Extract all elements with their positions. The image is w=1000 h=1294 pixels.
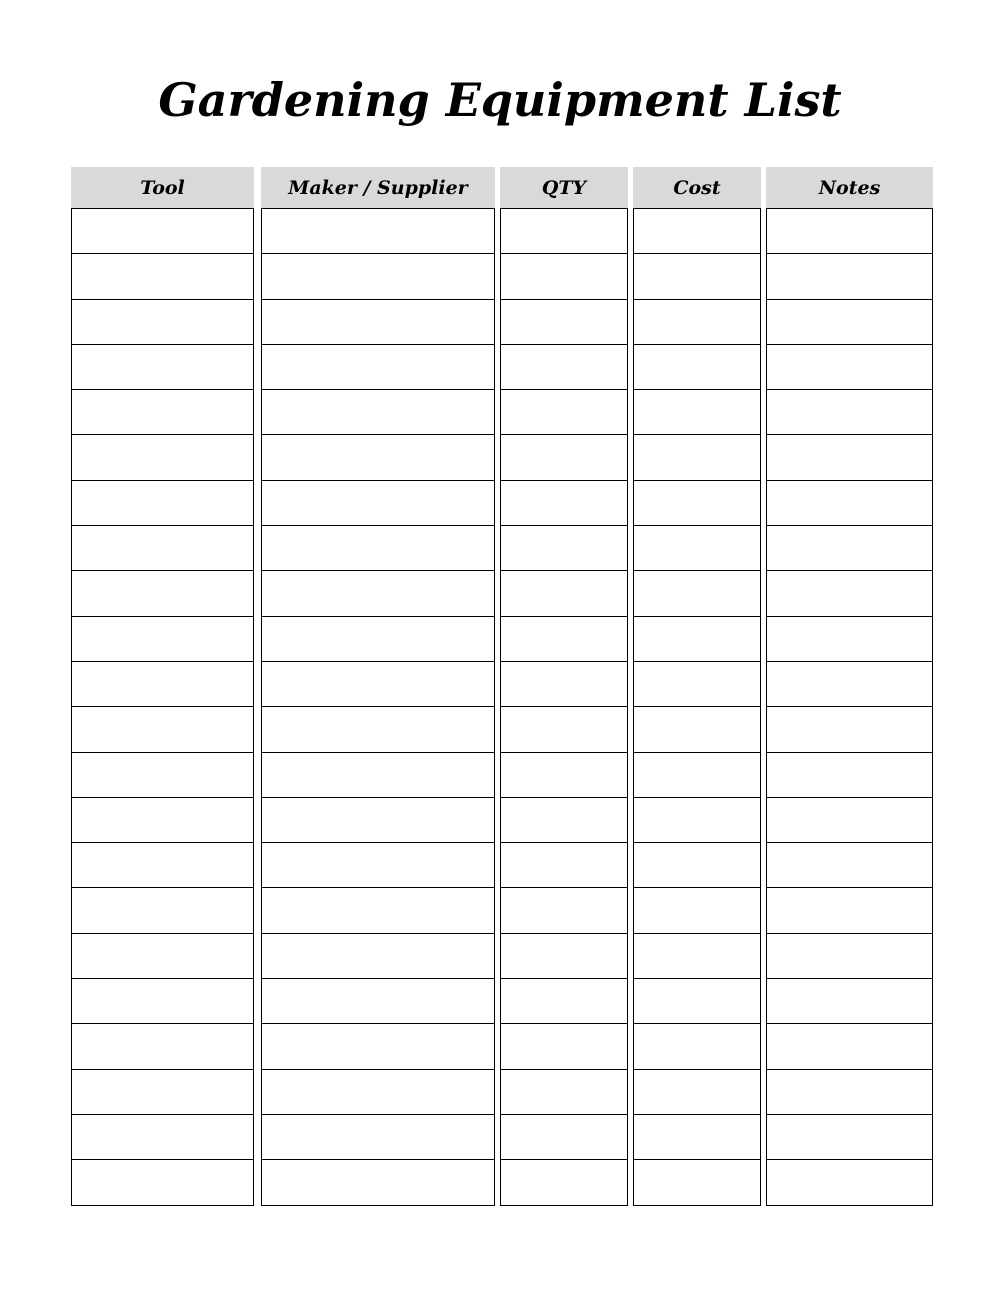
table-cell-cost — [634, 209, 760, 254]
table-cell-cost — [634, 345, 760, 390]
table-cell-notes — [767, 345, 932, 390]
table-cell-cost — [634, 526, 760, 571]
table-cell-cost — [634, 390, 760, 435]
table-cell-maker — [262, 707, 494, 752]
table-cell-tool — [72, 798, 253, 843]
table-cell-qty — [501, 435, 627, 480]
column-cells-maker-supplier — [261, 208, 495, 1206]
table-cell-maker — [262, 345, 494, 390]
table-cell-tool — [72, 888, 253, 933]
table-cell-notes — [767, 753, 932, 798]
table-cell-notes — [767, 843, 932, 888]
table-cell-cost — [634, 662, 760, 707]
table-cell-maker — [262, 617, 494, 662]
table-cell-cost — [634, 617, 760, 662]
column-maker-supplier — [261, 167, 495, 1206]
table-cell-maker — [262, 526, 494, 571]
table-cell-tool — [72, 1070, 253, 1115]
table-cell-qty — [501, 707, 627, 752]
table-cell-notes — [767, 481, 932, 526]
table-cell-tool — [72, 254, 253, 299]
table-cell-notes — [767, 435, 932, 480]
table-cell-tool — [72, 843, 253, 888]
table-cell-cost — [634, 707, 760, 752]
table-cell-maker — [262, 571, 494, 616]
table-cell-maker — [262, 662, 494, 707]
table-cell-cost — [634, 435, 760, 480]
table-cell-notes — [767, 390, 932, 435]
table-cell-notes — [767, 662, 932, 707]
table-cell-qty — [501, 481, 627, 526]
table-cell-qty — [501, 798, 627, 843]
table-cell-tool — [72, 435, 253, 480]
table-cell-maker — [262, 753, 494, 798]
table-cell-qty — [501, 617, 627, 662]
table-cell-tool — [72, 1115, 253, 1160]
table-cell-cost — [634, 481, 760, 526]
column-header-cost: Cost — [633, 167, 761, 208]
table-cell-tool — [72, 662, 253, 707]
table-cell-qty — [501, 526, 627, 571]
table-cell-notes — [767, 1024, 932, 1069]
table-cell-cost — [634, 979, 760, 1024]
table-cell-maker — [262, 1070, 494, 1115]
column-header-maker-supplier: Maker / Supplier — [261, 167, 495, 208]
table-cell-qty — [501, 300, 627, 345]
column-tool — [71, 167, 254, 1206]
table-cell-qty — [501, 888, 627, 933]
table-cell-maker — [262, 481, 494, 526]
table-cell-tool — [72, 481, 253, 526]
table-cell-maker — [262, 1115, 494, 1160]
table-cell-tool — [72, 1024, 253, 1069]
table-cell-maker — [262, 254, 494, 299]
table-cell-maker — [262, 888, 494, 933]
table-cell-tool — [72, 209, 253, 254]
table-cell-qty — [501, 1070, 627, 1115]
table-cell-cost — [634, 1115, 760, 1160]
table-cell-notes — [767, 979, 932, 1024]
page-title: Gardening Equipment List — [158, 73, 842, 127]
table-cell-qty — [501, 571, 627, 616]
table-cell-cost — [634, 254, 760, 299]
column-qty — [500, 167, 628, 1206]
table-cell-notes — [767, 617, 932, 662]
table-cell-maker — [262, 798, 494, 843]
column-cost — [633, 167, 761, 1206]
table-cell-notes — [767, 300, 932, 345]
table-cell-qty — [501, 753, 627, 798]
table-cell-notes — [767, 888, 932, 933]
table-cell-maker — [262, 979, 494, 1024]
column-header-notes: Notes — [766, 167, 933, 208]
table-cell-notes — [767, 1160, 932, 1205]
table-cell-maker — [262, 300, 494, 345]
table-cell-qty — [501, 662, 627, 707]
table-cell-cost — [634, 934, 760, 979]
table-cell-cost — [634, 888, 760, 933]
table-cell-qty — [501, 843, 627, 888]
table-cell-maker — [262, 1024, 494, 1069]
table-cell-cost — [634, 798, 760, 843]
table-cell-maker — [262, 934, 494, 979]
table-cell-tool — [72, 571, 253, 616]
table-cell-notes — [767, 798, 932, 843]
table-cell-tool — [72, 753, 253, 798]
table-cell-maker — [262, 390, 494, 435]
table-cell-qty — [501, 345, 627, 390]
table-cell-maker — [262, 843, 494, 888]
column-header-qty: QTY — [500, 167, 628, 208]
table-cell-cost — [634, 843, 760, 888]
table-cell-cost — [634, 300, 760, 345]
table-cell-notes — [767, 1115, 932, 1160]
table-cell-tool — [72, 617, 253, 662]
table-cell-notes — [767, 707, 932, 752]
table-cell-cost — [634, 1024, 760, 1069]
table-cell-qty — [501, 1115, 627, 1160]
table-cell-notes — [767, 1070, 932, 1115]
table-cell-qty — [501, 979, 627, 1024]
table-cell-cost — [634, 571, 760, 616]
table-cell-tool — [72, 390, 253, 435]
table-cell-tool — [72, 526, 253, 571]
column-cells-tool — [71, 208, 254, 1206]
column-header-tool: Tool — [71, 167, 254, 208]
column-notes — [766, 167, 933, 1206]
column-cells-cost — [633, 208, 761, 1206]
table-cell-maker — [262, 1160, 494, 1205]
table-cell-notes — [767, 209, 932, 254]
table-cell-qty — [501, 1024, 627, 1069]
table-cell-notes — [767, 571, 932, 616]
table-cell-qty — [501, 254, 627, 299]
table-cell-qty — [501, 390, 627, 435]
table-cell-tool — [72, 934, 253, 979]
table-cell-maker — [262, 435, 494, 480]
table-cell-tool — [72, 300, 253, 345]
table-cell-tool — [72, 979, 253, 1024]
table-cell-notes — [767, 526, 932, 571]
table-cell-tool — [72, 345, 253, 390]
table-cell-maker — [262, 209, 494, 254]
table-cell-qty — [501, 1160, 627, 1205]
column-cells-qty — [500, 208, 628, 1206]
table-cell-tool — [72, 1160, 253, 1205]
table-cell-cost — [634, 1160, 760, 1205]
table-cell-qty — [501, 209, 627, 254]
table-cell-cost — [634, 753, 760, 798]
table-cell-tool — [72, 707, 253, 752]
table-cell-notes — [767, 254, 932, 299]
table-cell-qty — [501, 934, 627, 979]
table-cell-cost — [634, 1070, 760, 1115]
column-cells-notes — [766, 208, 933, 1206]
table-cell-notes — [767, 934, 932, 979]
